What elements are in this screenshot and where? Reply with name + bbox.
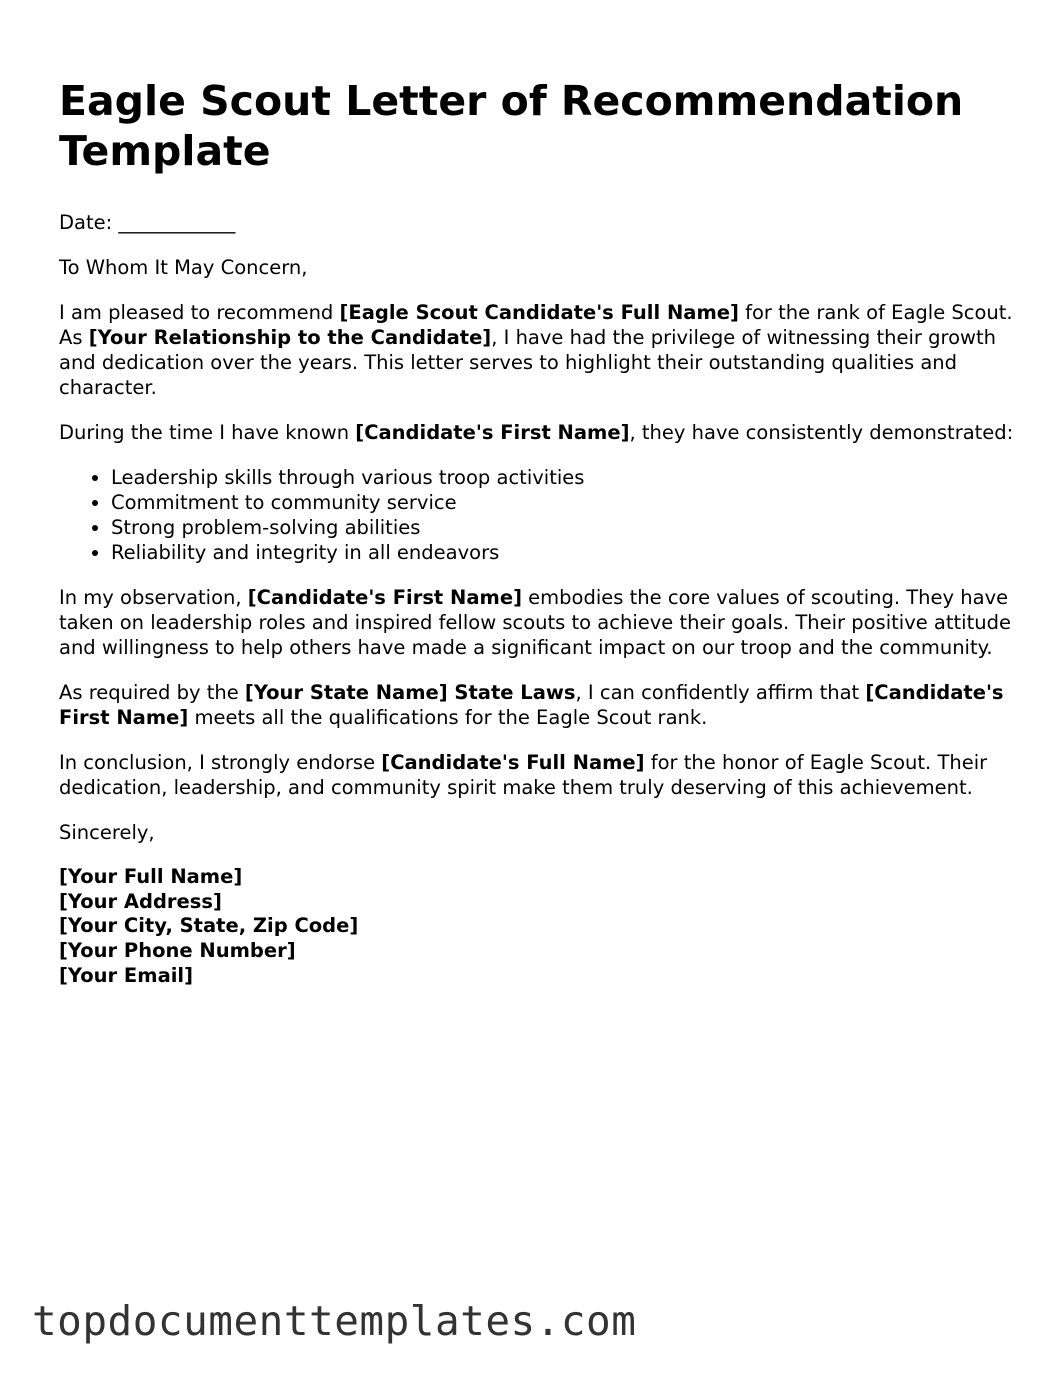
placeholder-candidate-full-name: [Eagle Scout Candidate's Full Name] xyxy=(339,301,739,324)
placeholder-candidate-first-name: [Candidate's First Name] xyxy=(59,681,1004,729)
text-segment: meets all the qualifications for the Eagle Scout rank. xyxy=(188,706,708,729)
list-item: • Leadership skills through various troop activities xyxy=(111,465,1019,490)
closing: Sincerely, xyxy=(59,821,155,844)
placeholder-state-laws: [Your State Name] State Laws xyxy=(244,681,576,704)
signature-phone: [Your Phone Number] xyxy=(59,939,296,963)
text-segment: , they have consistently demonstrated: xyxy=(629,421,1014,444)
list-item: • Strong problem-solving abilities xyxy=(111,515,1019,540)
placeholder-relationship: [Your Relationship to the Candidate] xyxy=(88,326,492,349)
placeholder-candidate-first-name: [Candidate's First Name] xyxy=(247,586,522,609)
placeholder-candidate-full-name: [Candidate's Full Name] xyxy=(381,751,645,774)
text-segment: , I have had the privilege of witnessing their growth and dedication over the years. This letter serves to highlight their outstanding qualities and character. xyxy=(59,326,996,399)
letter-document xyxy=(59,76,1019,989)
text-segment: During the time I have known xyxy=(59,421,356,444)
text-segment: As required by the xyxy=(59,681,245,704)
text-segment: I am pleased to recommend xyxy=(59,301,340,324)
qualities-list xyxy=(59,465,1019,565)
text-segment: , I can confidently affirm that xyxy=(575,681,866,704)
text-segment: for the rank of Eagle Scout. As xyxy=(59,301,1013,349)
signature-email: [Your Email] xyxy=(59,963,194,987)
list-item: • Commitment to community service xyxy=(111,490,1019,515)
observation-paragraph xyxy=(59,585,1019,660)
list-item: • Reliability and integrity in all endeavors xyxy=(111,540,1019,565)
date-line: Date: ____________ xyxy=(59,211,236,234)
signature-block xyxy=(59,865,1019,989)
signature-city-state-zip: [Your City, State, Zip Code] xyxy=(59,914,359,938)
text-segment: embodies the core values of scouting. They have taken on leadership roles and inspired fellow scouts to achieve their goals. Their positive attitude and willingness to help others have made a significant impact on our troop and the community. xyxy=(59,586,1011,659)
signature-full-name: [Your Full Name] xyxy=(59,865,243,888)
intro-paragraph xyxy=(59,300,1019,400)
text-segment: In conclusion, I strongly endorse xyxy=(59,751,382,774)
signature-address: [Your Address] xyxy=(59,889,222,913)
state-laws-paragraph xyxy=(59,680,1019,730)
conclusion-paragraph xyxy=(59,750,1019,800)
page-title: Eagle Scout Letter of Recommendation Template xyxy=(59,77,964,175)
qualities-intro-paragraph xyxy=(59,420,1019,445)
salutation: To Whom It May Concern, xyxy=(59,256,308,279)
placeholder-candidate-first-name: [Candidate's First Name] xyxy=(355,421,630,444)
text-segment: In my observation, xyxy=(59,586,248,609)
watermark: topdocumenttemplates.com xyxy=(32,1297,637,1345)
text-segment: for the honor of Eagle Scout. Their dedication, leadership, and community spirit make them truly deserving of this achievement. xyxy=(59,751,988,799)
